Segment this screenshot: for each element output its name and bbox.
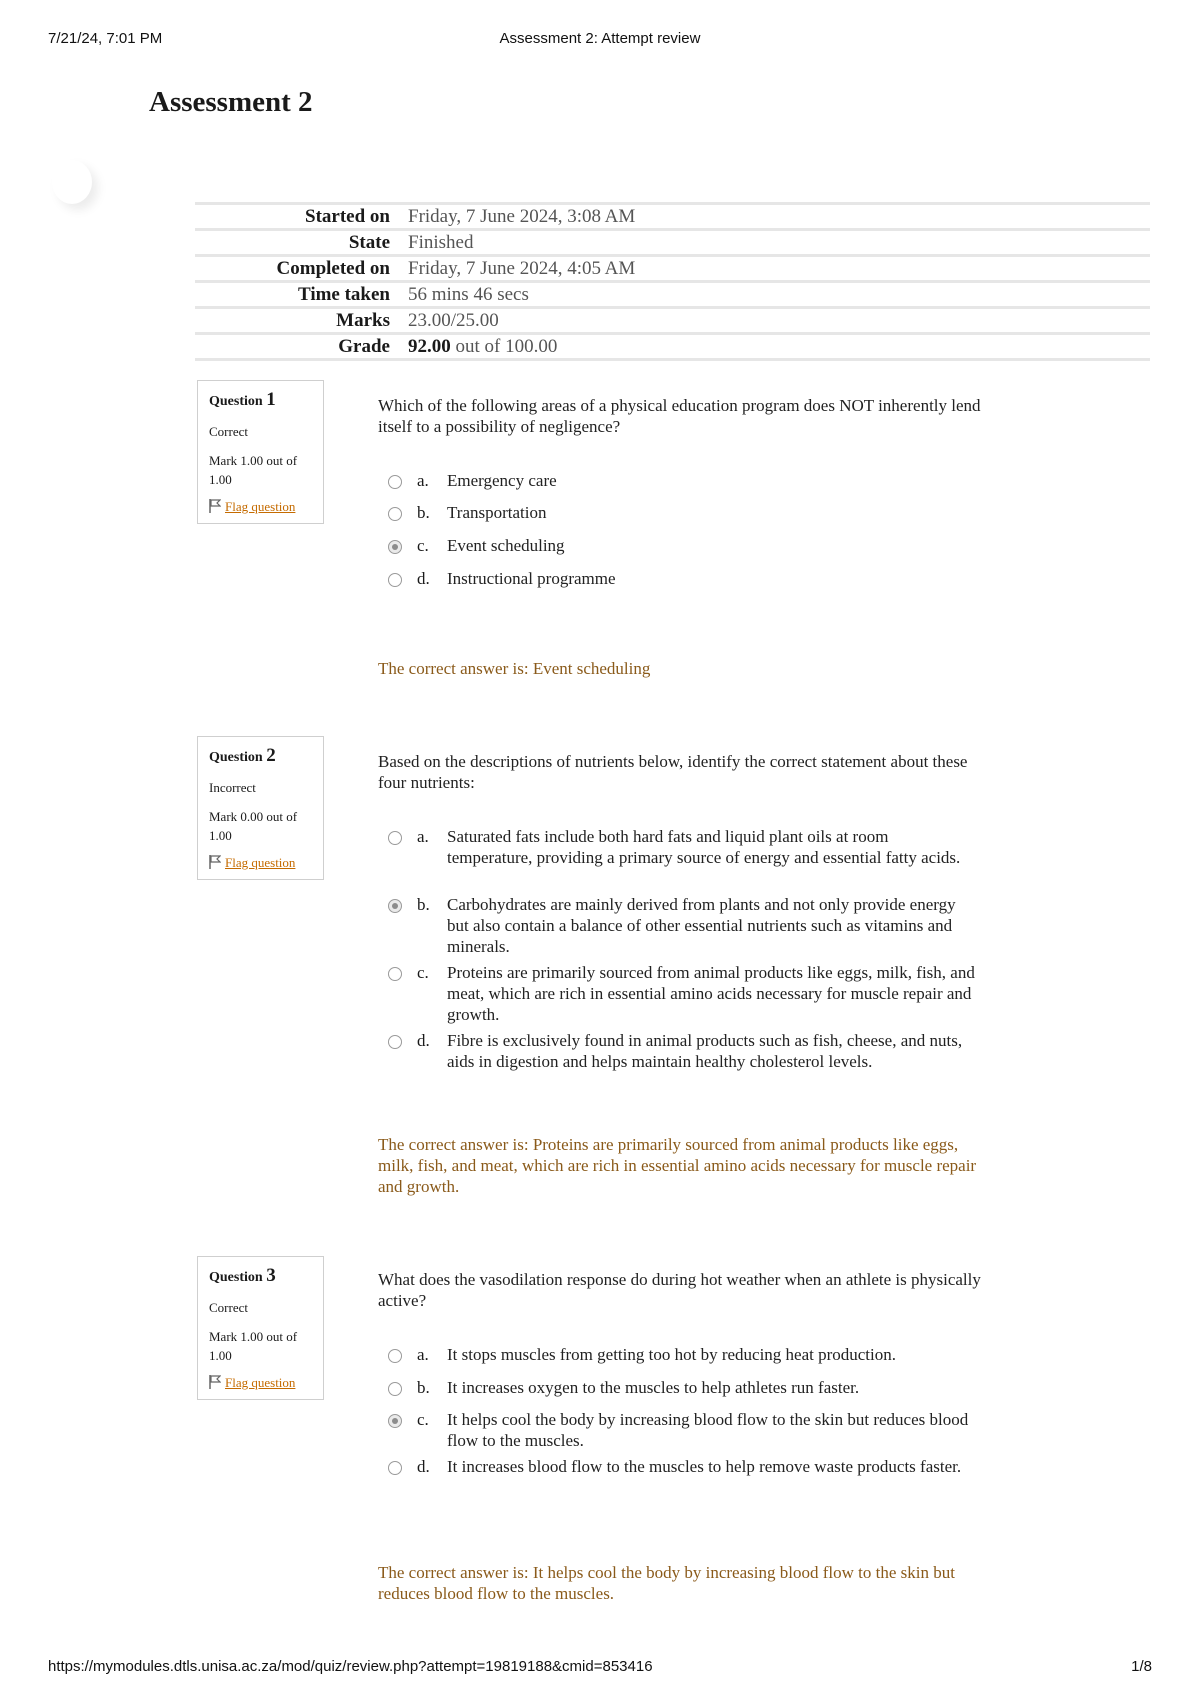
radio-button[interactable]: [388, 1382, 402, 1396]
question-mark: Mark 1.00 out of 1.00: [209, 1329, 298, 1363]
question-number-value: 2: [266, 745, 276, 766]
radio-button[interactable]: [388, 1035, 402, 1049]
correct-answer-feedback: The correct answer is: It helps cool the body by increasing blood flow to the skin but reduces blood flow to the muscles.: [378, 1563, 955, 1603]
page-title: Assessment 2: [149, 86, 313, 118]
answer-letter: a.: [417, 471, 429, 490]
answer-text: It helps cool the body by increasing blood flow to the skin but reduces blood flow to the muscles.: [447, 1410, 969, 1450]
answer-letter: c.: [417, 1410, 429, 1429]
question-mark: Mark 1.00 out of 1.00: [209, 453, 298, 487]
answer-text: Saturated fats include both hard fats and liquid plant oils at room temperature, providing a primary source of energy and essential fatty acids.: [447, 827, 961, 867]
question-number-value: 3: [266, 1265, 276, 1286]
radio-button-selected[interactable]: [388, 1414, 402, 1428]
question-info-1: [197, 380, 324, 524]
summary-row: [195, 230, 1150, 256]
question-number: [209, 1267, 313, 1287]
summary-label: Completed on: [195, 256, 408, 282]
flag-question-link[interactable]: Flag question: [225, 855, 296, 870]
question-state: Correct: [209, 1300, 248, 1315]
answer-letter: d.: [417, 1031, 430, 1050]
correct-answer-feedback: The correct answer is: Proteins are primarily sourced from animal products like eggs, milk, fish, and meat, which are rich in essential amino acids necessary for muscle repair and growth.: [378, 1135, 977, 1196]
flag-question-link[interactable]: Flag question: [225, 499, 296, 514]
summary-row: [195, 308, 1150, 334]
answer-text: It increases oxygen to the muscles to help athletes run faster.: [447, 1378, 860, 1397]
answer-letter: d.: [417, 1457, 430, 1476]
summary-value: [408, 334, 1150, 360]
summary-value: 56 mins 46 secs: [408, 282, 1150, 308]
summary-row: [195, 334, 1150, 360]
answer-letter: c.: [417, 536, 429, 555]
attempt-summary-table: [195, 202, 1150, 361]
summary-label: Started on: [195, 204, 408, 230]
answer-letter: d.: [417, 569, 430, 588]
radio-button-selected[interactable]: [388, 899, 402, 913]
question-text: What does the vasodilation response do during hot weather when an athlete is physically active?: [378, 1270, 981, 1310]
flag-question[interactable]: [209, 1375, 313, 1391]
radio-button[interactable]: [388, 967, 402, 981]
print-page-title: Assessment 2: Attempt review: [499, 30, 701, 47]
answer-letter: b.: [417, 895, 430, 914]
question-text: Which of the following areas of a physical education program does NOT inherently lend itself to a possibility of negligence?: [378, 396, 981, 436]
answer-letter: a.: [417, 827, 429, 846]
radio-button-selected[interactable]: [388, 540, 402, 554]
question-text: Based on the descriptions of nutrients below, identify the correct statement about these four nutrients:: [378, 752, 968, 792]
answer-text: Instructional programme: [447, 569, 616, 588]
summary-value: Friday, 7 June 2024, 4:05 AM: [408, 256, 1150, 282]
flag-icon: [209, 855, 221, 869]
flag-question[interactable]: [209, 855, 313, 871]
answer-letter: c.: [417, 963, 429, 982]
print-footer: [48, 1658, 1152, 1678]
answer-text: Event scheduling: [447, 536, 565, 555]
flag-question[interactable]: [209, 499, 313, 515]
answer-text: Emergency care: [447, 471, 557, 490]
flag-icon: [209, 499, 221, 513]
summary-value: Finished: [408, 230, 1150, 256]
answer-text: Transportation: [447, 503, 547, 522]
radio-button[interactable]: [388, 1349, 402, 1363]
print-url: https://mymodules.dtls.unisa.ac.za/mod/quiz/review.php?attempt=19819188&cmid=853416: [48, 1658, 653, 1675]
answer-letter: a.: [417, 1345, 429, 1364]
question-state: Correct: [209, 424, 248, 439]
summary-label: Marks: [195, 308, 408, 334]
flag-icon: [209, 1375, 221, 1389]
summary-label: State: [195, 230, 408, 256]
answer-text: Carbohydrates are mainly derived from plants and not only provide energy but also contain a balance of other essential nutrients such as vitamins and minerals.: [447, 895, 956, 956]
question-number-value: 1: [266, 389, 276, 410]
radio-button[interactable]: [388, 573, 402, 587]
summary-value: 23.00/25.00: [408, 308, 1150, 334]
print-header: [48, 30, 1152, 50]
answer-letter: b.: [417, 1378, 430, 1397]
question-mark: Mark 0.00 out of 1.00: [209, 809, 298, 843]
question-info-3: [197, 1256, 324, 1400]
flag-question-link[interactable]: Flag question: [225, 1375, 296, 1390]
answer-text: Fibre is exclusively found in animal products such as fish, cheese, and nuts, aids in digestion and helps maintain healthy cholesterol levels.: [447, 1031, 963, 1071]
radio-button[interactable]: [388, 507, 402, 521]
question-info-2: [197, 736, 324, 880]
summary-row: [195, 204, 1150, 230]
question-state: Incorrect: [209, 780, 256, 795]
answer-text: It stops muscles from getting too hot by reducing heat production.: [447, 1345, 897, 1364]
answer-letter: b.: [417, 503, 430, 522]
print-datetime: 7/21/24, 7:01 PM: [48, 30, 163, 47]
decorative-shadow: [52, 160, 92, 204]
summary-value: Friday, 7 June 2024, 3:08 AM: [408, 204, 1150, 230]
radio-button[interactable]: [388, 831, 402, 845]
question-label: Question: [209, 750, 263, 765]
question-number: [209, 747, 313, 767]
radio-button[interactable]: [388, 1461, 402, 1475]
summary-label: Grade: [195, 334, 408, 360]
summary-label: Time taken: [195, 282, 408, 308]
question-label: Question: [209, 1270, 263, 1285]
print-page-number: 1/8: [1131, 1658, 1152, 1675]
answer-text: It increases blood flow to the muscles to help remove waste products faster.: [447, 1457, 962, 1476]
correct-answer-feedback: The correct answer is: Event scheduling: [378, 659, 651, 678]
summary-row: [195, 256, 1150, 282]
question-label: Question: [209, 394, 263, 409]
summary-row: [195, 282, 1150, 308]
question-number: [209, 391, 313, 411]
grade-value: 92.00: [408, 336, 451, 357]
answer-text: Proteins are primarily sourced from animal products like eggs, milk, fish, and meat, which are rich in essential amino acids necessary for muscle repair and growth.: [447, 963, 975, 1024]
radio-button[interactable]: [388, 475, 402, 489]
grade-out-of: out of 100.00: [450, 336, 558, 357]
